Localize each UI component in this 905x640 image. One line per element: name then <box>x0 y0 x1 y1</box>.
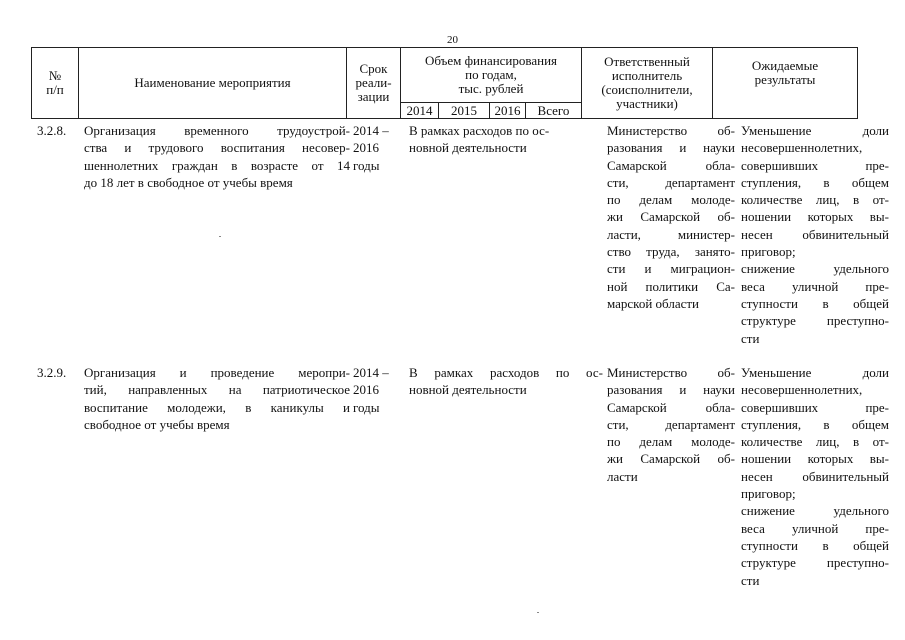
row-results-line: Уменьшение доли <box>741 365 889 380</box>
row-name-line: ства и трудового воспитания несовер- <box>84 140 350 156</box>
row-term-line: годы <box>353 399 380 415</box>
row-results-line: структуре преступно- <box>741 313 889 329</box>
row-term-line: годы <box>353 157 380 173</box>
row-results-line: ступления, в общем <box>741 416 889 432</box>
row-responsible-line: сти и миграцион- <box>607 261 735 277</box>
row-name-line: Организация временного трудоустрой- <box>84 123 350 138</box>
row-financing <box>409 364 603 399</box>
row-number: 3.2.9. <box>37 365 67 380</box>
row-results-line: Уменьшение доли <box>741 123 889 138</box>
row-results <box>741 122 889 347</box>
header-year-2015: 2015 <box>439 103 490 119</box>
header-financing-line: Объем финансирования <box>424 53 558 68</box>
header-financing-line: по годам, <box>465 67 517 82</box>
row-responsible-line: разования и науки <box>607 382 735 398</box>
row-responsible-line: Министерство об- <box>607 365 735 380</box>
row-results-line: снижение удельного <box>741 503 889 519</box>
row-responsible-line: разования и науки <box>607 140 735 156</box>
row-name-line: шеннолетних граждан в возрасте от 14 <box>84 157 350 173</box>
row-results <box>741 364 889 589</box>
row-results-line: сти <box>741 330 760 346</box>
row-term-line: 2016 <box>353 140 379 156</box>
header-financing-line: тыс. рублей <box>458 81 524 96</box>
header-results-line: результаты <box>754 72 816 87</box>
row-term-line: 2014 – <box>353 365 389 380</box>
row-results-line: ступности в общей <box>741 295 889 311</box>
row-results-line: сти <box>741 572 760 588</box>
row-results-line: несовершеннолетних, <box>741 140 863 156</box>
row-responsible <box>607 364 735 485</box>
row-responsible-line: по делам молоде- <box>607 192 735 208</box>
scan-speck <box>219 236 221 237</box>
header-results <box>713 48 858 119</box>
row-number: 3.2.8. <box>37 123 67 138</box>
row-results-line: количестве лиц, в от- <box>741 434 889 450</box>
header-responsible-line: Ответственный <box>604 54 690 69</box>
row-responsible-line: сти, департамент <box>607 416 735 432</box>
header-term-line: зации <box>357 89 390 104</box>
header-num <box>32 48 79 119</box>
row-results-line: приговор; <box>741 244 796 260</box>
row-name <box>84 122 350 191</box>
row-responsible-line: ласти, министер- <box>607 226 735 242</box>
header-responsible <box>582 48 713 119</box>
header-term <box>347 48 401 119</box>
row-name-line: свободное от учебы время <box>84 416 230 432</box>
header-num-line: п/п <box>46 82 64 97</box>
header-financing <box>401 48 582 103</box>
row-financing-line: В рамках расходов по ос- <box>409 123 550 138</box>
row-responsible-line: Самарской обла- <box>607 157 735 173</box>
row-financing-line: новной деятельности <box>409 382 527 398</box>
header-term-line: реали- <box>355 75 392 90</box>
row-results-line: снижение удельного <box>741 261 889 277</box>
row-results-line: несен обвинительный <box>741 226 889 242</box>
row-term <box>353 364 401 416</box>
row-term-line: 2016 <box>353 382 379 398</box>
header-results-line: Ожидаемые <box>751 58 819 73</box>
header-responsible-line: участники) <box>616 96 678 111</box>
row-responsible-line: ласти <box>607 468 638 484</box>
row-responsible-line: сти, департамент <box>607 174 735 190</box>
row-name-line: до 18 лет в свободное от учебы время <box>84 174 293 190</box>
header-year-2014: 2014 <box>401 103 439 119</box>
row-results-line: несен обвинительный <box>741 468 889 484</box>
row-responsible-line: жи Самарской об- <box>607 209 735 225</box>
row-results-line: приговор; <box>741 486 796 502</box>
row-results-line: структуре преступно- <box>741 555 889 571</box>
row-financing <box>409 122 603 157</box>
row-results-line: ношении которых вы- <box>741 451 889 467</box>
row-term <box>353 122 401 174</box>
row-results-line: совершивших пре- <box>741 157 889 173</box>
page-number: 20 <box>447 34 458 46</box>
row-results-line: веса уличной пре- <box>741 278 889 294</box>
row-results-line: ступления, в общем <box>741 174 889 190</box>
row-responsible-line: по делам молоде- <box>607 434 735 450</box>
row-results-line: совершивших пре- <box>741 399 889 415</box>
row-financing-line: В рамках расходов по ос- <box>409 365 603 380</box>
row-results-line: ношении которых вы- <box>741 209 889 225</box>
row-name-line: Организация и проведение меропри- <box>84 365 350 380</box>
row-results-line: ступности в общей <box>741 537 889 553</box>
header-name: Наименование мероприятия <box>79 48 347 119</box>
header-term-line: Срок <box>359 61 388 76</box>
row-financing-line: новной деятельности <box>409 140 527 156</box>
header-responsible-line: исполнитель <box>611 68 683 83</box>
row-results-line: количестве лиц, в от- <box>741 192 889 208</box>
row-name-line: воспитание молодежи, в каникулы и <box>84 399 350 415</box>
row-responsible-line: Министерство об- <box>607 123 735 138</box>
header-num-line: № <box>48 68 62 83</box>
header-responsible-line: (соисполнители, <box>601 82 693 97</box>
row-responsible-line: ной политики Са- <box>607 278 735 294</box>
row-responsible-line: Самарской обла- <box>607 399 735 415</box>
row-name <box>84 364 350 433</box>
row-responsible-line: марской области <box>607 295 699 311</box>
row-results-line: несовершеннолетних, <box>741 382 863 398</box>
row-responsible <box>607 122 735 312</box>
header-year-2016: 2016 <box>490 103 526 119</box>
header-year-total: Всего <box>526 103 582 119</box>
scan-speck <box>537 612 539 613</box>
row-responsible-line: ство труда, занято- <box>607 244 735 260</box>
row-term-line: 2014 – <box>353 123 389 138</box>
row-results-line: веса уличной пре- <box>741 520 889 536</box>
row-responsible-line: жи Самарской об- <box>607 451 735 467</box>
table-header <box>31 47 858 119</box>
row-name-line: тий, направленных на патриотическое <box>84 382 350 398</box>
